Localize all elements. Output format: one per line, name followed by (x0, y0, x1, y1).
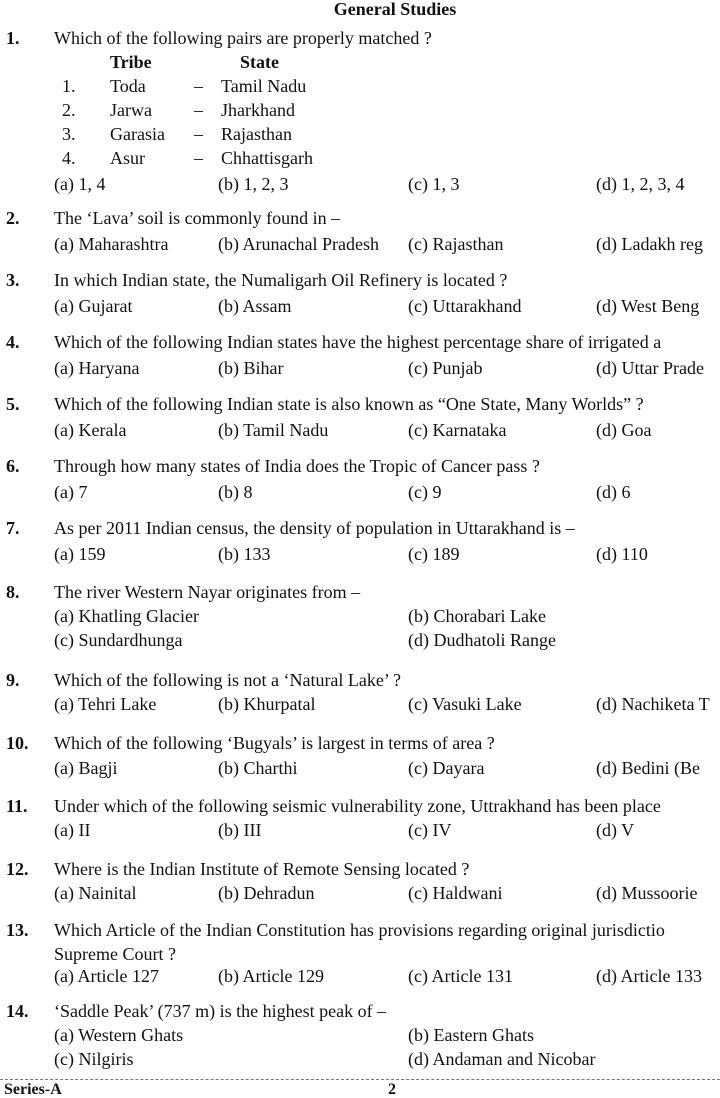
question-text: Which of the following Indian state is also known as “One State, Many Worlds” ? (54, 394, 644, 414)
table-row-number: 1. (62, 76, 76, 96)
option-b[interactable]: (b) 133 (218, 544, 271, 564)
option-a[interactable]: (a) Western Ghats (54, 1025, 184, 1045)
option-b[interactable]: (b) III (218, 820, 262, 840)
option-b[interactable]: (b) Dehradun (218, 883, 315, 903)
table-header-state: State (240, 52, 279, 72)
option-a[interactable]: (a) Bagji (54, 758, 118, 778)
question-text: The river Western Nayar originates from – (54, 582, 361, 602)
question-number: 6. (6, 456, 20, 476)
question-number: 13. (6, 920, 29, 940)
option-b[interactable]: (b) Chorabari Lake (408, 606, 546, 626)
question-number: 14. (6, 1001, 29, 1021)
option-d[interactable]: (d) Andaman and Nicobar (408, 1049, 596, 1069)
question-number: 8. (6, 582, 20, 602)
question-text: Where is the Indian Institute of Remote Sensing located ? (54, 859, 470, 879)
option-d[interactable]: (d) 110 (596, 544, 648, 564)
option-d[interactable]: (d) Article 133 (596, 966, 702, 986)
question-number: 7. (6, 518, 20, 538)
option-c[interactable]: (c) Haldwani (408, 883, 503, 903)
table-cell-tribe: Asur (110, 148, 145, 168)
footer-divider (0, 1079, 720, 1080)
option-a[interactable]: (a) II (54, 820, 91, 840)
table-cell-dash: – (194, 124, 203, 144)
question-number: 4. (6, 332, 20, 352)
table-row-number: 4. (62, 148, 76, 168)
option-b[interactable]: (b) Khurpatal (218, 694, 316, 714)
option-c[interactable]: (c) 1, 3 (408, 174, 460, 194)
option-a[interactable]: (a) Kerala (54, 420, 127, 440)
table-cell-dash: – (194, 100, 203, 120)
option-a[interactable]: (a) Nainital (54, 883, 137, 903)
option-d[interactable]: (d) Nachiketa T (596, 694, 710, 714)
option-a[interactable]: (a) Maharashtra (54, 234, 169, 254)
option-d[interactable]: (d) 6 (596, 482, 631, 502)
option-d[interactable]: (d) Uttar Prade (596, 358, 704, 378)
option-a[interactable]: (a) 7 (54, 482, 88, 502)
option-c[interactable]: (c) Sundardhunga (54, 630, 183, 650)
option-a[interactable]: (a) 159 (54, 544, 106, 564)
option-d[interactable]: (d) 1, 2, 3, 4 (596, 174, 685, 194)
question-number: 11. (6, 796, 28, 816)
option-c[interactable]: (c) 189 (408, 544, 460, 564)
question-text: Which of the following is not a ‘Natural Lake’ ? (54, 670, 402, 690)
table-header-tribe: Tribe (110, 52, 152, 72)
question-text: Which of the following Indian states have the highest percentage share of irrigated a (54, 332, 662, 352)
option-c[interactable]: (c) Nilgiris (54, 1049, 134, 1069)
question-number: 5. (6, 394, 20, 414)
table-cell-dash: – (194, 76, 203, 96)
question-text: Through how many states of India does the Tropic of Cancer pass ? (54, 456, 540, 476)
question-text-continued: Supreme Court ? (54, 944, 176, 964)
question-text: In which Indian state, the Numaligarh Oil Refinery is located ? (54, 270, 508, 290)
option-c[interactable]: (c) Article 131 (408, 966, 513, 986)
option-b[interactable]: (b) Charthi (218, 758, 298, 778)
question-text: The ‘Lava’ soil is commonly found in – (54, 208, 341, 228)
table-cell-state: Rajasthan (221, 124, 292, 144)
option-b[interactable]: (b) Tamil Nadu (218, 420, 329, 440)
question-number: 1. (6, 28, 20, 48)
page-number: 2 (388, 1081, 396, 1098)
table-cell-tribe: Toda (110, 76, 146, 96)
option-b[interactable]: (b) Bihar (218, 358, 284, 378)
table-row-number: 3. (62, 124, 76, 144)
option-c[interactable]: (c) Rajasthan (408, 234, 504, 254)
option-d[interactable]: (d) Mussoorie (596, 883, 698, 903)
option-c[interactable]: (c) Punjab (408, 358, 483, 378)
option-b[interactable]: (b) Eastern Ghats (408, 1025, 534, 1045)
option-a[interactable]: (a) Gujarat (54, 296, 133, 316)
option-a[interactable]: (a) Tehri Lake (54, 694, 157, 714)
option-d[interactable]: (d) Goa (596, 420, 652, 440)
option-b[interactable]: (b) Arunachal Pradesh (218, 234, 379, 254)
table-cell-tribe: Jarwa (110, 100, 152, 120)
question-number: 10. (6, 733, 29, 753)
question-number: 9. (6, 670, 20, 690)
option-d[interactable]: (d) Bedini (Be (596, 758, 700, 778)
option-b[interactable]: (b) Article 129 (218, 966, 324, 986)
question-text: Which of the following ‘Bugyals’ is largest in terms of area ? (54, 733, 495, 753)
option-c[interactable]: (c) Dayara (408, 758, 485, 778)
option-d[interactable]: (d) V (596, 820, 635, 840)
option-a[interactable]: (a) Article 127 (54, 966, 159, 986)
option-a[interactable]: (a) Haryana (54, 358, 140, 378)
table-cell-tribe: Garasia (110, 124, 165, 144)
option-b[interactable]: (b) Assam (218, 296, 292, 316)
option-b[interactable]: (b) 1, 2, 3 (218, 174, 289, 194)
table-cell-dash: – (194, 148, 203, 168)
table-cell-state: Jharkhand (221, 100, 295, 120)
question-text: Which of the following pairs are properly matched ? (54, 28, 432, 48)
option-a[interactable]: (a) Khatling Glacier (54, 606, 199, 626)
table-cell-state: Chhattisgarh (221, 148, 313, 168)
option-c[interactable]: (c) IV (408, 820, 452, 840)
question-text: Under which of the following seismic vulnerability zone, Uttrakhand has been place (54, 796, 661, 816)
question-text: As per 2011 Indian census, the density of population in Uttarakhand is – (54, 518, 575, 538)
page-title: General Studies (333, 0, 457, 19)
option-c[interactable]: (c) Karnataka (408, 420, 507, 440)
question-number: 2. (6, 208, 20, 228)
question-number: 12. (6, 859, 29, 879)
table-row-number: 2. (62, 100, 76, 120)
option-c[interactable]: (c) Vasuki Lake (408, 694, 522, 714)
option-d[interactable]: (d) West Beng (596, 296, 700, 316)
question-number: 3. (6, 270, 20, 290)
option-c[interactable]: (c) 9 (408, 482, 442, 502)
footer-series: Series-A (4, 1081, 62, 1098)
option-d[interactable]: (d) Dudhatoli Range (408, 630, 556, 650)
option-c[interactable]: (c) Uttarakhand (408, 296, 522, 316)
question-text: Which Article of the Indian Constitution has provisions regarding original jurisdictio (54, 920, 665, 940)
table-cell-state: Tamil Nadu (221, 76, 307, 96)
option-b[interactable]: (b) 8 (218, 482, 253, 502)
question-text: ‘Saddle Peak’ (737 m) is the highest peak of – (54, 1001, 387, 1021)
option-d[interactable]: (d) Ladakh reg (596, 234, 703, 254)
option-a[interactable]: (a) 1, 4 (54, 174, 106, 194)
